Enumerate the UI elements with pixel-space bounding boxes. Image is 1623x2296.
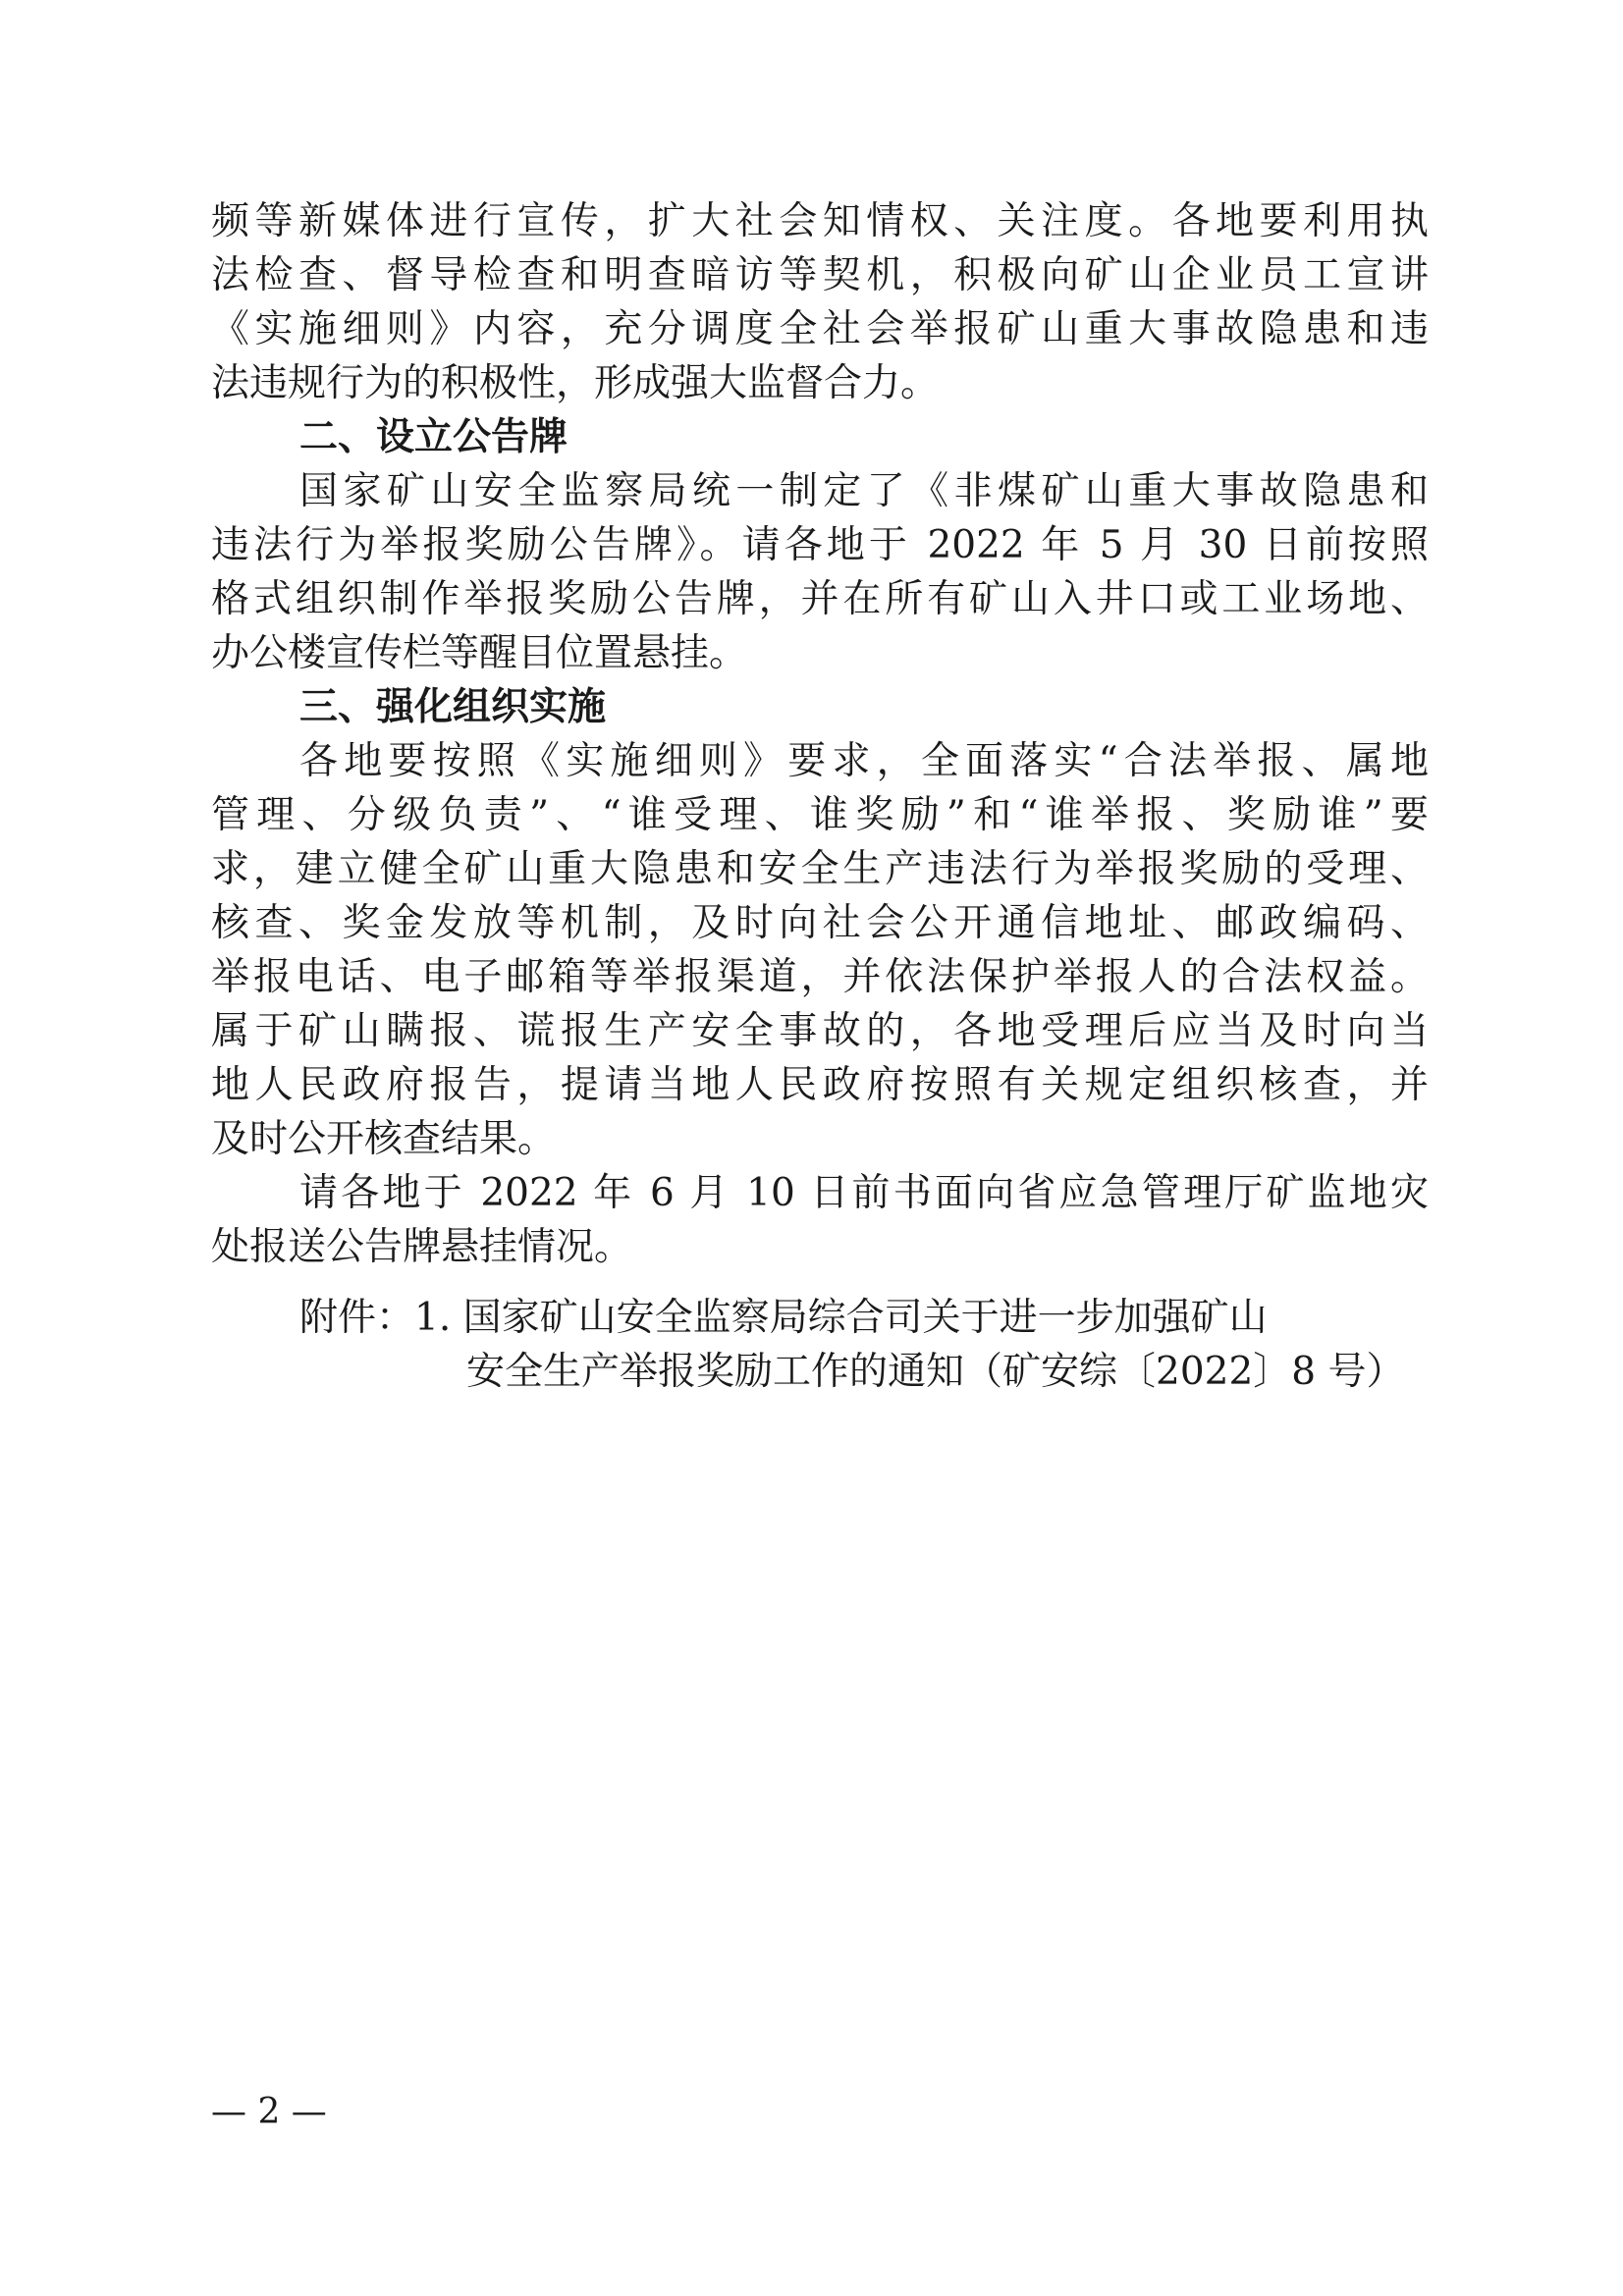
- paragraph-line: 办公楼宣传栏等醒目位置悬挂。: [211, 631, 748, 675]
- paragraph-line: 法检查、督导检查和明查暗访等契机，积极向矿山企业员工宣讲: [211, 253, 1429, 297]
- paragraph-line: 处报送公告牌悬挂情况。: [211, 1225, 633, 1269]
- paragraph-line: 各地要按照《实施细则》要求，全面落实“合法举报、属地: [299, 739, 1429, 783]
- paragraph-line: 地人民政府报告，提请当地人民政府按照有关规定组织核查，并: [211, 1063, 1429, 1107]
- paragraph-line: 格式组织制作举报奖励公告牌，并在所有矿山入井口或工业场地、: [211, 577, 1429, 621]
- section-heading: 二、设立公告牌: [299, 415, 568, 459]
- paragraph-line: 法违规行为的积极性，形成强大监督合力。: [211, 361, 940, 405]
- attachment-line: 附件：1. 国家矿山安全监察局综合司关于进一步加强矿山: [299, 1296, 1268, 1340]
- paragraph-line: 违法行为举报奖励公告牌》。请各地于 2022 年 5 月 30 日前按照: [211, 523, 1429, 567]
- page-number: — 2 —: [211, 2092, 327, 2132]
- paragraph-line: 请各地于 2022 年 6 月 10 日前书面向省应急管理厅矿监地灾: [299, 1171, 1429, 1215]
- paragraph-line: 管理、分级负责”、“谁受理、谁奖励”和“谁举报、奖励谁”要: [211, 793, 1429, 837]
- section-heading: 三、强化组织实施: [299, 685, 607, 729]
- paragraph-line: 国家矿山安全监察局统一制定了《非煤矿山重大事故隐患和: [299, 469, 1429, 513]
- paragraph-line: 《实施细则》内容，充分调度全社会举报矿山重大事故隐患和违: [211, 307, 1429, 351]
- paragraph-line: 频等新媒体进行宣传，扩大社会知情权、关注度。各地要利用执: [211, 199, 1429, 243]
- paragraph-line: 核查、奖金发放等机制，及时向社会公开通信地址、邮政编码、: [211, 901, 1429, 945]
- paragraph-line: 举报电话、电子邮箱等举报渠道，并依法保护举报人的合法权益。: [211, 955, 1429, 999]
- attachment-line: 安全生产举报奖励工作的通知（矿安综〔2022〕8 号）: [466, 1350, 1405, 1394]
- paragraph-line: 求，建立健全矿山重大隐患和安全生产违法行为举报奖励的受理、: [211, 847, 1429, 891]
- paragraph-line: 及时公开核查结果。: [211, 1117, 557, 1161]
- paragraph-line: 属于矿山瞒报、谎报生产安全事故的，各地受理后应当及时向当: [211, 1009, 1429, 1053]
